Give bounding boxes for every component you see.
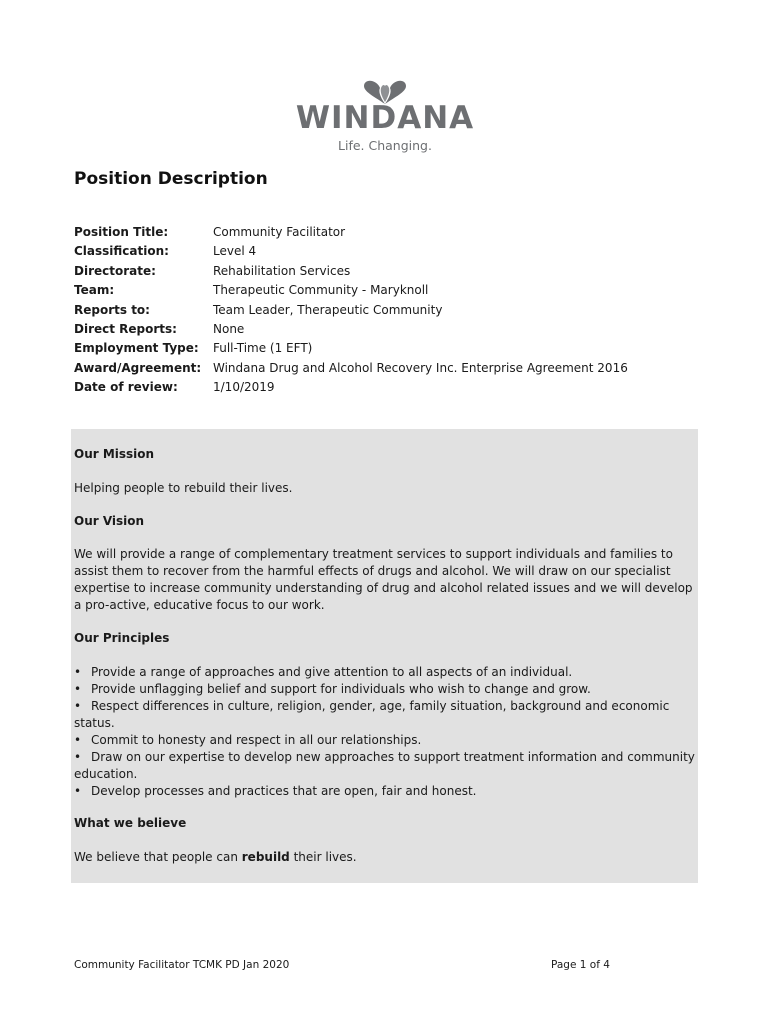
- detail-value: Team Leader, Therapeutic Community: [213, 302, 443, 317]
- bullet-icon: •: [74, 784, 82, 798]
- windana-logo: [280, 76, 490, 160]
- detail-label: Employment Type:: [74, 341, 199, 356]
- detail-row-employment-type: [74, 339, 694, 358]
- principles-list: [74, 664, 696, 800]
- detail-value: Level 4: [213, 244, 257, 259]
- detail-value: Therapeutic Community - Maryknoll: [213, 283, 429, 298]
- bullet-icon: •: [74, 699, 82, 713]
- list-item: • Provide a range of approaches and give attention to all aspects of an individual.: [74, 665, 573, 679]
- detail-label: Direct Reports:: [74, 321, 177, 336]
- bullet-icon: •: [74, 733, 82, 747]
- detail-row-directorate: [74, 262, 694, 281]
- detail-value: Community Facilitator: [213, 225, 346, 239]
- detail-row-direct-reports: [74, 320, 694, 339]
- detail-row-reports-to: [74, 301, 694, 320]
- footer-page-number: Page 1 of 4: [551, 959, 610, 971]
- detail-row-date-of-review: [74, 378, 694, 397]
- mission-heading: Our Mission: [74, 447, 155, 461]
- detail-label: Award/Agreement:: [74, 360, 202, 375]
- detail-label: Date of review:: [74, 380, 178, 395]
- bullet-icon: •: [74, 682, 82, 696]
- list-item: • Draw on our expertise to develop new approaches to support treatment information and community education.: [74, 750, 695, 781]
- detail-value: Rehabilitation Services: [213, 263, 351, 278]
- list-item: • Provide unflagging belief and support for individuals who wish to change and grow.: [74, 682, 591, 696]
- believe-heading: What we believe: [74, 816, 187, 830]
- detail-label: Classification:: [74, 244, 169, 259]
- detail-value: Full-Time (1 EFT): [213, 341, 313, 356]
- detail-label: Directorate:: [74, 263, 156, 278]
- principles-heading: Our Principles: [74, 631, 170, 645]
- detail-value: None: [213, 321, 245, 336]
- list-item: • Develop processes and practices that are open, fair and honest.: [74, 784, 477, 798]
- detail-row-team: [74, 281, 694, 300]
- vision-heading: Our Vision: [74, 514, 145, 528]
- vision-text: We will provide a range of complementary treatment services to support individuals and families to assist them to recover from the harmful effects of drugs and alcohol. We will draw on our specialist expertise to increase community understanding of drug and alcohol related issues and we will develop a pro-active, educative focus to our work.: [74, 547, 693, 612]
- detail-label: Position Title:: [74, 225, 169, 239]
- detail-row-position-title: [74, 223, 694, 242]
- detail-row-classification: [74, 242, 694, 261]
- organisation-values-panel: [71, 429, 698, 883]
- detail-row-award-agreement: [74, 359, 694, 378]
- detail-value: 1/10/2019: [213, 380, 275, 395]
- detail-label: Reports to:: [74, 302, 150, 317]
- list-item: • Respect differences in culture, religion, gender, age, family situation, background and economic status.: [74, 699, 670, 730]
- detail-label: Team:: [74, 283, 115, 298]
- bullet-icon: •: [74, 750, 82, 764]
- detail-value: Windana Drug and Alcohol Recovery Inc. Enterprise Agreement 2016: [213, 360, 628, 375]
- mission-text: Helping people to rebuild their lives.: [74, 481, 293, 495]
- document-title: Position Description: [74, 169, 268, 189]
- position-details: [74, 223, 694, 398]
- bullet-icon: •: [74, 665, 82, 679]
- believe-text: We believe that people can rebuild their lives.: [74, 850, 357, 864]
- list-item: • Commit to honesty and respect in all our relationships.: [74, 733, 422, 747]
- logo-tagline: Life. Changing.: [338, 138, 432, 153]
- logo-wordmark: WINDANA: [295, 100, 475, 136]
- footer-document-name: Community Facilitator TCMK PD Jan 2020: [74, 959, 290, 971]
